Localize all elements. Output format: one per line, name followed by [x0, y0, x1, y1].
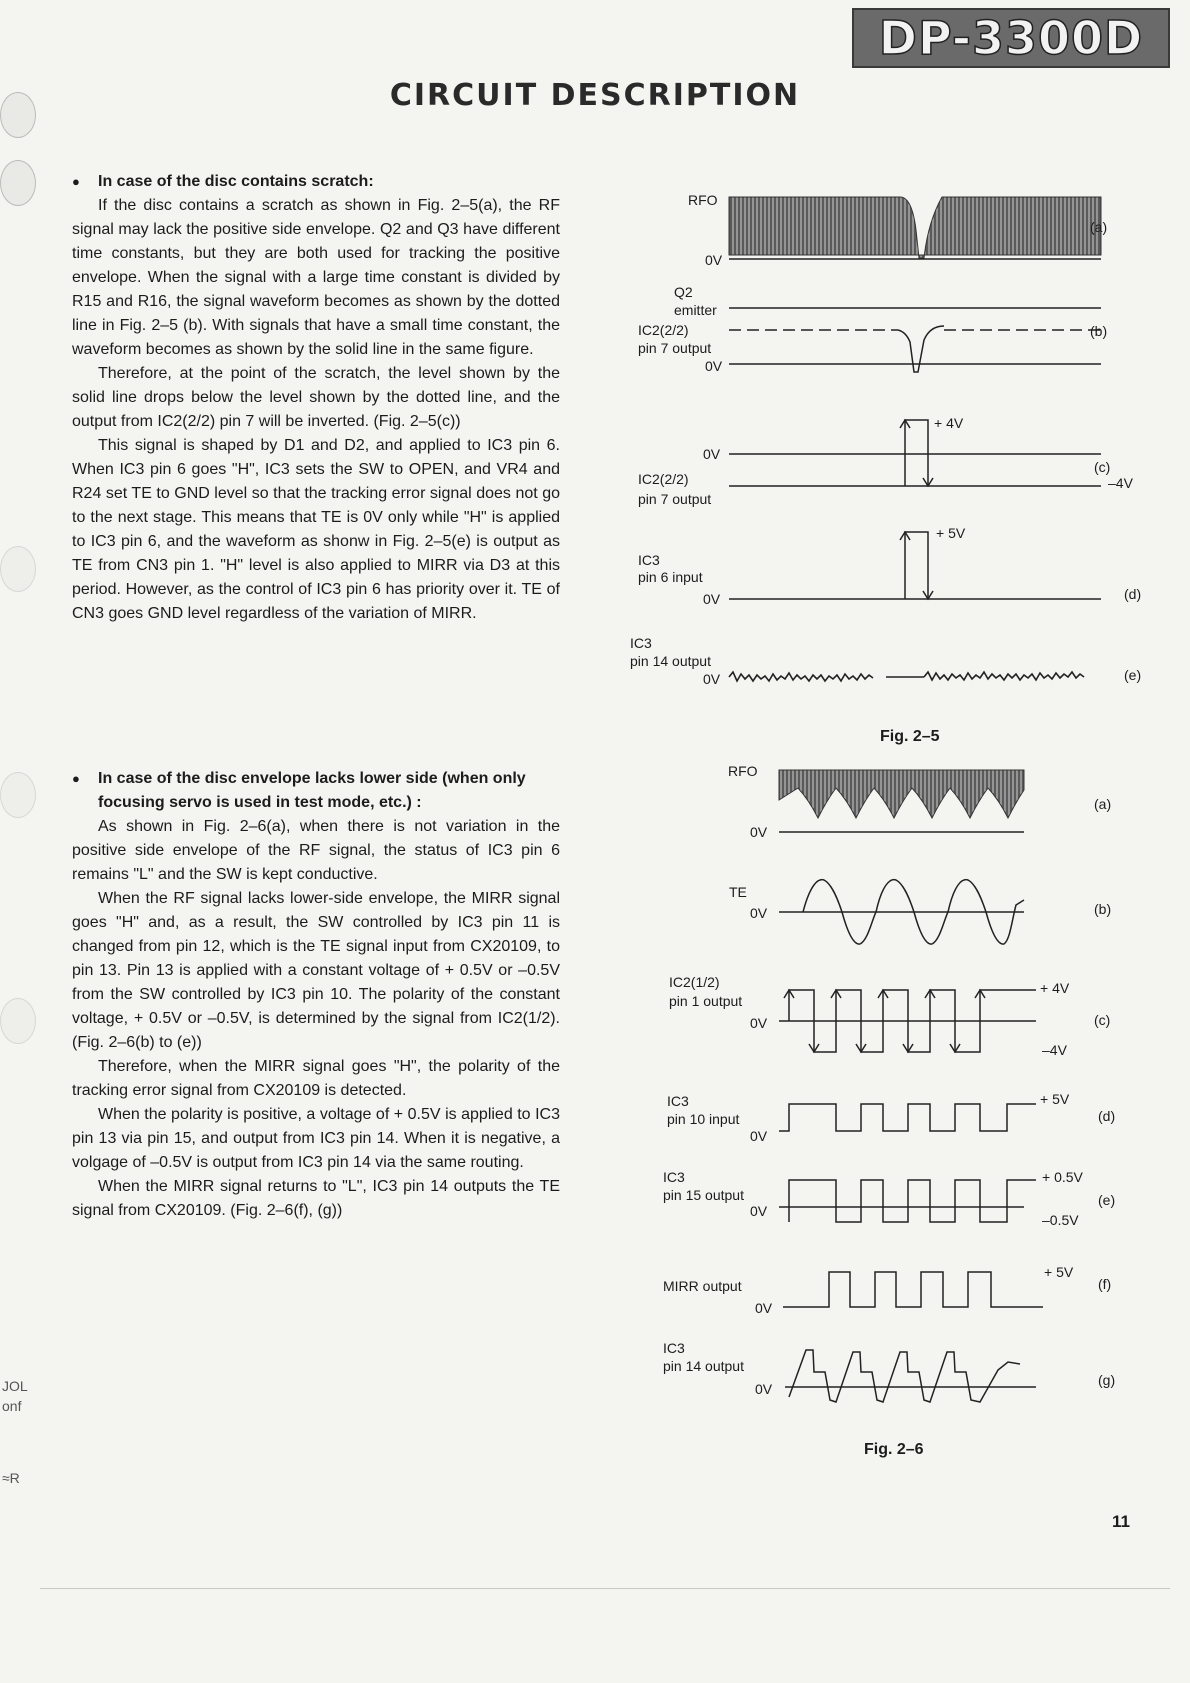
- fig25-label-d: (d): [1124, 586, 1142, 602]
- fig25-label-q2: Q2: [674, 284, 693, 300]
- paragraph: If the disc contains a scratch as shown in Fig. 2–5(a), the RF signal may lack the positive side envelope. Q2 and Q3 have different time constants, but they are both used for tracking the positive envelope. When the signal with a large time constant is divided by R15 and R16, the signal waveform becomes as shown by the dotted line in Fig. 2–5 (b). With signals that have a small time constant, the waveform becomes as shown by the solid line in the same figure.: [72, 197, 560, 358]
- fig25-label-ov: 0V: [705, 358, 723, 374]
- bullet-icon: ●: [72, 174, 80, 189]
- fig26-waveform-e: [779, 1180, 1036, 1222]
- fig-2-5-labels: [630, 192, 1141, 745]
- heading-text: In case of the disc envelope lacks lower side (when only focusing servo is used in test mode, etc.) :: [98, 770, 526, 811]
- fig25-label-plus4v: + 4V: [934, 415, 964, 431]
- model-name: DP-3300D: [878, 11, 1144, 65]
- bullet-icon: ●: [72, 771, 80, 786]
- fig26-label-b: (b): [1094, 901, 1112, 917]
- fig26-label-ov: 0V: [750, 905, 768, 921]
- fig25-waveform-c: [729, 420, 1101, 486]
- fig-2-5: [729, 197, 1101, 681]
- fig25-label-c: (c): [1094, 459, 1111, 475]
- paragraph: When the RF signal lacks lower-side envelope, the MIRR signal goes "H" and, as a result, the SW controlled by IC3 pin 11 is changed from pin 12, which is the TE signal input from CX20109, to pin 13. Pin 13 is applied with a constant voltage of + 0.5V or –0.5V from the SW controlled by IC3 pin 10. The polarity of the constant voltage, + 0.5V or –0.5V, is determined by the signal from IC2(1/2). (Fig. 2–6(b) to (e)): [72, 890, 560, 1051]
- edge-text: ≈R: [2, 1470, 20, 1486]
- fig25-label-a: (a): [1090, 219, 1108, 235]
- fig26-label-plus05v: + 0.5V: [1042, 1169, 1083, 1185]
- paragraph: When the polarity is positive, a voltage of + 0.5V is applied to IC3 pin 13 via pin 15, and output from IC3 pin 14. When it is negative, a volgage of –0.5V is output from IC3 pin 14 via the same routing.: [72, 1106, 560, 1171]
- fig26-label-ic3: IC3: [663, 1340, 685, 1356]
- fig26-label-f: (f): [1098, 1276, 1112, 1292]
- fig25-label-e: (e): [1124, 667, 1142, 683]
- fig25-label-ic3: IC3: [630, 635, 652, 651]
- fig25-waveform-e: [729, 672, 1084, 681]
- fig26-label-ic3: IC3: [667, 1093, 689, 1109]
- fig26-label-ov: 0V: [755, 1381, 773, 1397]
- fig26-label-plus4v: + 4V: [1040, 980, 1070, 996]
- fig26-label-plus5v: + 5V: [1044, 1264, 1074, 1280]
- fig26-label-pin14: pin 14 output: [663, 1358, 744, 1374]
- paragraph: Therefore, when the MIRR signal goes "H", the polarity of the tracking error signal from CX20109 is detected.: [72, 1058, 560, 1099]
- fig25-label-ov: 0V: [703, 591, 721, 607]
- fig26-label-ov: 0V: [750, 824, 768, 840]
- fig26-label-te: TE: [729, 884, 747, 900]
- fig25-caption: Fig. 2–5: [880, 728, 940, 745]
- paragraph: Therefore, at the point of the scratch, the level shown by the solid line drops below the level shown by the dotted line, and the output from IC2(2/2) pin 7 will be inverted. (Fig. 2–5(c)): [72, 365, 560, 430]
- fig26-label-rfo: RFO: [728, 763, 758, 779]
- fig-2-6: [779, 770, 1043, 1402]
- fig26-label-ov: 0V: [750, 1128, 768, 1144]
- fig26-waveform-b: [779, 880, 1024, 944]
- fig26-waveform-g: [785, 1350, 1036, 1402]
- fig25-label-pin7: pin 7 output: [638, 340, 712, 356]
- fig26-waveform-c: [779, 990, 1036, 1052]
- paragraph: This signal is shaped by D1 and D2, and applied to IC3 pin 6. When IC3 pin 6 goes "H", IC3 sets the SW to OPEN, and VR4 and R24 set TE to GND level so that the tracking error signal does not go to the next stage. This means that TE is 0V only while "H" is applied to IC3 pin 6, and the waveform as shonw in Fig. 2–5(e) is output as TE from CN3 pin 1. "H" level is also applied to MIRR via D3 at this period. However, as the control of IC3 pin 6 has priority over it. TE of CN3 goes GND level regardless of the variation of MIRR.: [72, 437, 560, 622]
- fig25-label-minus4v: –4V: [1108, 475, 1133, 491]
- fig26-label-pin10: pin 10 input: [667, 1111, 740, 1127]
- fig26-label-ic3: IC3: [663, 1169, 685, 1185]
- fig26-waveform-d: [779, 1104, 1036, 1131]
- paragraph: When the MIRR signal returns to "L", IC3 pin 14 outputs the TE signal from CX20109. (Fig. 2–6(f), (g)): [72, 1178, 560, 1219]
- page-title: CIRCUIT DESCRIPTION: [389, 78, 801, 113]
- fig25-label-ov: 0V: [703, 446, 721, 462]
- fig26-label-mirr: MIRR output: [663, 1278, 742, 1294]
- fig25-waveform-d: [729, 532, 1101, 599]
- edge-text: JOL: [2, 1378, 28, 1394]
- fig25-label-pin14: pin 14 output: [630, 653, 711, 669]
- fig25-label-emitter: emitter: [674, 302, 717, 318]
- fig26-waveform-f: [783, 1272, 1043, 1307]
- fig26-label-c: (c): [1094, 1012, 1111, 1028]
- paragraph: As shown in Fig. 2–6(a), when there is not variation in the positive side envelope of the RF signal, the status of IC3 pin 6 remains "L" and the SW is kept conductive.: [72, 818, 560, 883]
- fig25-label-b: (b): [1090, 323, 1108, 339]
- fig26-label-pin1: pin 1 output: [669, 993, 743, 1009]
- fig25-label-ic2-22: IC2(2/2): [638, 322, 689, 338]
- fig26-waveform-a: [779, 770, 1024, 832]
- fig25-label-ic3: IC3: [638, 552, 660, 568]
- fig25-waveform-b: [729, 308, 1101, 372]
- fig25-label-pin7: pin 7 output: [638, 491, 712, 507]
- fig26-label-ov: 0V: [750, 1015, 768, 1031]
- fig26-label-plus5v: + 5V: [1040, 1091, 1070, 1107]
- heading-text: In case of the disc contains scratch:: [98, 173, 374, 190]
- fig26-label-minus4v: –4V: [1042, 1042, 1067, 1058]
- fig25-label-rfo: RFO: [688, 192, 718, 208]
- edge-text: onf: [2, 1398, 22, 1414]
- fig25-label-plus5v: + 5V: [936, 525, 966, 541]
- fig26-label-d: (d): [1098, 1108, 1116, 1124]
- fig26-label-minus05v: –0.5V: [1042, 1212, 1079, 1228]
- fig25-label-ic2-22: IC2(2/2): [638, 471, 689, 487]
- fig26-caption: Fig. 2–6: [864, 1441, 924, 1458]
- fig26-label-g: (g): [1098, 1372, 1116, 1388]
- fig26-label-ov: 0V: [755, 1300, 773, 1316]
- fig25-waveform-a: [729, 197, 1101, 259]
- fig26-label-ic2-12: IC2(1/2): [669, 974, 720, 990]
- fig26-label-e: (e): [1098, 1192, 1116, 1208]
- page-number: 11: [1112, 1512, 1130, 1531]
- fig26-label-a: (a): [1094, 796, 1112, 812]
- fig25-label-ov: 0V: [703, 671, 721, 687]
- fig-2-6-labels: [663, 763, 1115, 1458]
- fig25-label-ov: 0V: [705, 252, 723, 268]
- fig26-label-pin15: pin 15 output: [663, 1187, 744, 1203]
- bottom-rule: [40, 1588, 1170, 1589]
- fig26-label-ov: 0V: [750, 1203, 768, 1219]
- fig25-label-pin6: pin 6 input: [638, 569, 703, 585]
